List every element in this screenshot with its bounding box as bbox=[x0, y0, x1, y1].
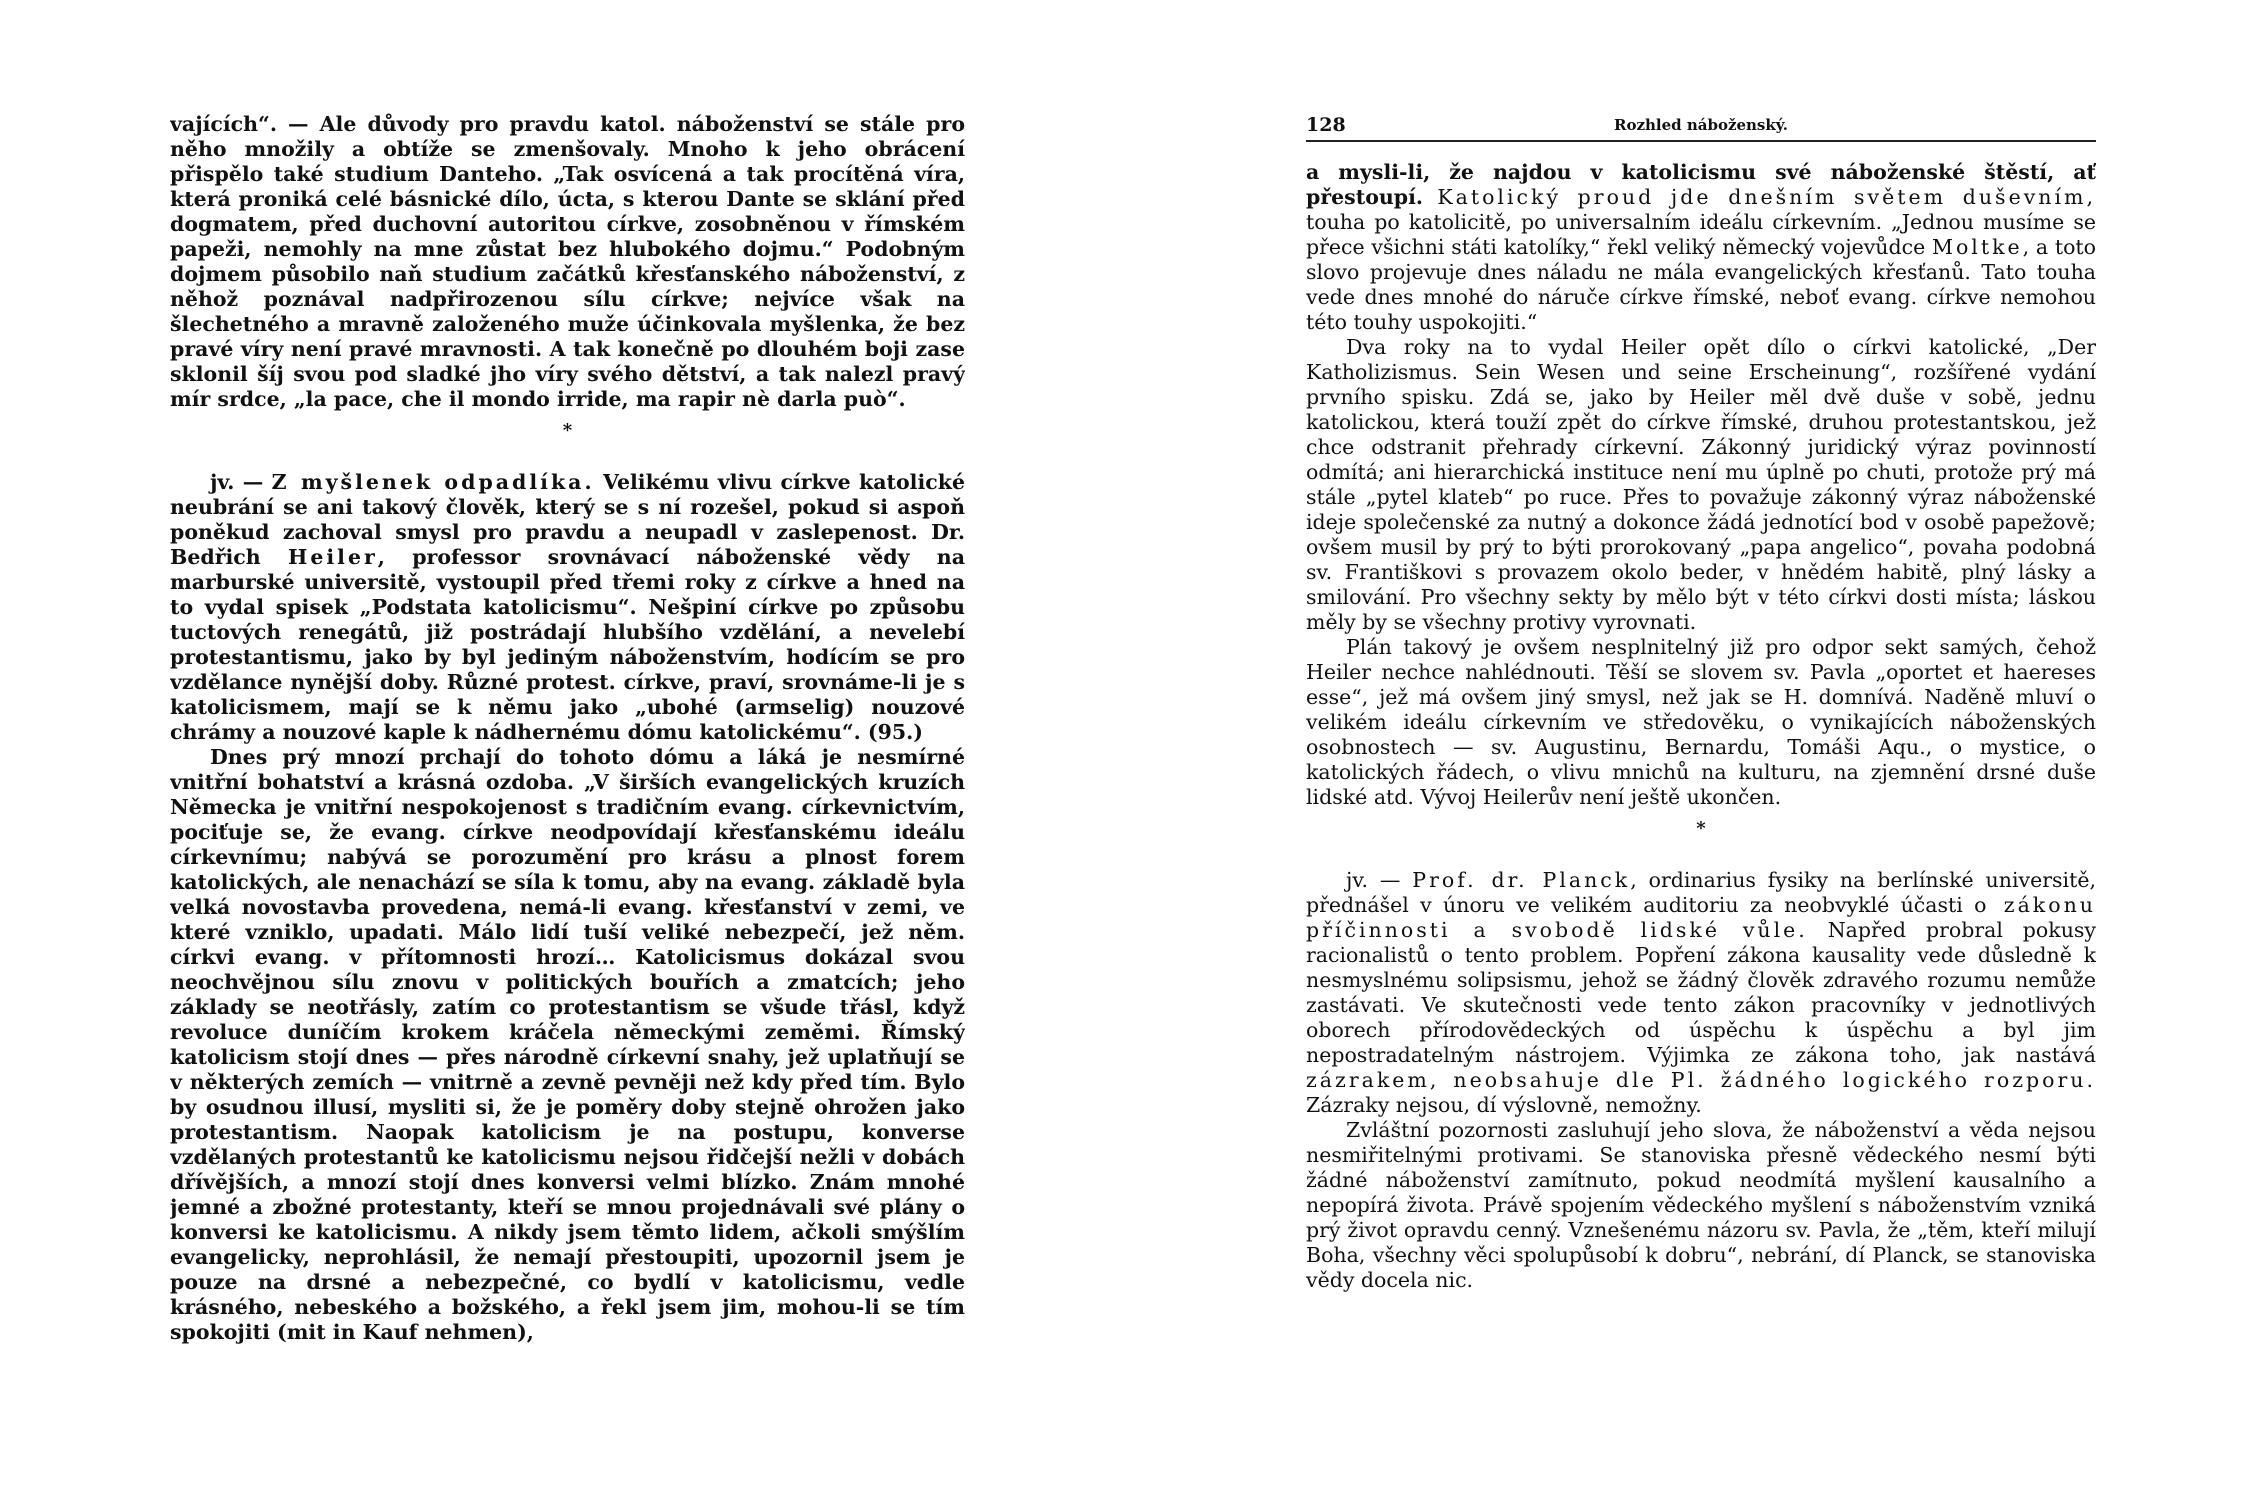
section-title: Prof. dr. Planck bbox=[1412, 868, 1631, 892]
section-title: Z myšlenek odpadlíka. bbox=[271, 470, 595, 494]
left-paragraph-1: vajících“. — Ale důvody pro pravdu katol. náboženství se stále pro něho množily a obtíže se zmenšovaly. Mnoho k jeho obrácení přispělo také studium Danteho. „Tak osvícená a tak procítěná víra, která proniká celé básnické dílo, úcta, s kterou Dante se sklání před dogmatem, před duchovní autoritou církve, zosobněnou v římském papeži, nemohly na mne zůstat bez hlubokého dojmu.“ Podobným dojmem působilo naň studium začátků křesťanského náboženství, z něhož poznával nadpřirozenou sílu církve; nejvíce však na šlechetného a mravně založeného muže účinkovala myšlenka, že bez pravé víry není pravé mravnosti. A tak konečně po dlouhém boji zase sklonil šíj svou pod sladké jho víry svého dětství, a tak nalezl pravý mír srdce, „la pace, che il mondo irride, ma rapir nè darla può“. bbox=[170, 112, 965, 411]
right-paragraph-3: Plán takový je ovšem nesplnitelný již pro odpor sekt samých, čehož Heiler nechce nahlédnouti. Těší se slovem sv. Pavla „oportet et haereses esse“, jež má ovšem jiný smysl, než jak se H. domnívá. Naděně mluví o velikém ideálu církevním ve středověku, o vynikajících náboženských osobnostech — sv. Augustinu, Bernardu, Tomáši Aqu., o mystice, o katolických řádech, o vlivu mnichů na kulturu, na zjemnění drsné duše lidské atd. Vývoj Heilerův není ještě ukončen. bbox=[1306, 635, 2096, 809]
right-paragraph-1: a mysli-li, že najdou v katolicismu své náboženské štěstí, ať přestoupí. Katolický proud jde dnešním světem duševním, touha po katolicitě, po universalním ideálu církevním. „Jednou musíme se přece všichni státi katolíky,“ řekl veliký německý vojevůdce Moltke, a toto slovo projevuje dnes náladu ne mála evangelických křesťanů. Tato touha vede dnes mnohé do náruče církve římské, neboť evang. církve nemohou této touhy uspokojiti.“ bbox=[1306, 160, 2096, 334]
section-lead: jv. — bbox=[210, 470, 272, 494]
left-page bbox=[170, 112, 965, 1362]
right-page bbox=[1306, 112, 2096, 1362]
spaced-emphasis: zázrakem, neobsahuje dle Pl. žádného logického rozporu. bbox=[1306, 1068, 2096, 1092]
left-paragraph-3: Dnes prý mnozí prchají do tohoto dómu a láká je nesmírné vnitřní bohatství a krásná ozdoba. „V širších evangelických kruzích Německa je vnitřní nespokojenost s tradičním evang. církevnictvím, pociťuje se, že evang. církve neodpovídají křesťanskému ideálu církevnímu; nabývá se porozumění pro krásu a plnost forem katolických, ale nenachází se síla k tomu, aby na evang. základě byla velká novostavba provedena, nemá-li evang. křesťanství v zemi, ve které vzniklo, upadati. Málo lidí tuší veliké nebezpečí, jež něm. církvi evang. v přítomnosti hrozí… Katolicismus dokázal svou neochvějnou sílu znovu v politických bouřích a zmatcích; jeho základy se neotřásly, zatím co protestantism se všude třásl, když revoluce duníčím krokem kráčela německými zeměmi. Římský katolicism stojí dnes — přes národně církevní snahy, jež uplatňují se v některých zemích — vnitrně a zevně pevněji než kdy před tím. Bylo by osudnou illusí, mysliti si, že je poměry doby stejně ohrožen jako protestantism. Naopak katolicism je na postupu, konverse vzdělaných protestantů ke katolicismu nejsou řidčejší nežli v dobách dřívějších, a mnozí stojí dnes konversi velmi blízko. Znám mnohé jemné a zbožné protestanty, kteří se mnou projednávali své plány o konversi ke katolicismu. A nikdy jsem těmto lidem, ačkoli smýšlím evangelicky, neprohlásil, že nemají přestoupiti, upozornil jsem je pouze na drsné a nebezpečné, co bydlí v katolicismu, vedle krásného, nebeského a božského, a řekl jsem jim, mohou-li se tím spokojiti (mit in Kauf nehmen), bbox=[170, 745, 965, 1344]
spaced-emphasis: o zákonu příčinnosti a svobodě lidské vůle. bbox=[1306, 893, 2096, 942]
person-name: Moltke bbox=[1931, 235, 2023, 259]
spaced-emphasis: Katolický proud jde dnešním světem duševním, bbox=[1437, 185, 2096, 209]
left-paragraph-2: jv. — Z myšlenek odpadlíka. Velikému vlivu církve katolické neubrání se ani takový člověk, který se s ní rozešel, pokud si aspoň poněkud zachoval smysl pro pravdu a neupadl v zaslepenost. Dr. Bedřich Heiler, professor srovnávací náboženské vědy na marburské universitě, vystoupil před třemi roky z církve a hned na to vydal spisek „Podstata katolicismu“. Nešpiní církve po způsobu tuctových renegátů, již postrádají hlubšího vzdělání, a nevelebí protestantismu, jako by byl jediným náboženstvím, hodícím se pro vzdělance nynější doby. Různé protest. církve, praví, srovnáme-li je s katolicismem, mají se k němu jako „ubohé (armselig) nouzové chrámy a nouzové kaple k nádhernému dómu katolickému“. (95.) bbox=[170, 470, 965, 744]
page-header bbox=[1306, 112, 2096, 142]
section-separator: * bbox=[1696, 818, 1706, 839]
right-paragraph-5: Zvláštní pozornosti zasluhují jeho slova, že náboženství a věda nejsou nesmiřitelnými protivami. Se stanoviska přesně vědeckého nesmí býti žádné náboženství zamítnuto, pokud neodmítá myšlení kausalního a nepopírá života. Právě spojením vědeckého myšlení s náboženstvím vzniká prý život opravdu cenný. Vznešenému názoru sv. Pavla, že „těm, kteří milují Boha, všechny věci spolupůsobí k dobru“, nebrání, dí Planck, se stanoviska vědy docela nic. bbox=[1306, 1118, 2096, 1292]
right-paragraph-2: Dva roky na to vydal Heiler opět dílo o církvi katolické, „Der Katholizismus. Sein Wesen und seine Erscheinung“, rozšířené vydání prvního spisku. Zdá se, jako by Heiler měl dvě duše v sobě, jednu katolickou, která touží zpět do církve římské, druhou protestantskou, jež chce odstranit přehrady církevní. Zákonný juridický výraz povinností odmítá; ani hierarchická instituce není mu úplně po chuti, protože prý má stále „pytel klateb“ po ruce. Přes to považuje zákonný výraz náboženské ideje společenské za nutný a dokonce žádá jednotící bod v osobě papežově; ovšem musil by prý to býti prorokovaný „papa angelico“, povaha podobná sv. Františkovi s provazem okolo beder, v hnědém habitě, plný lásky a smilování. Pro všechny sekty by mělo být v této církvi dosti místa; láskou měly by se všechny protivy vyrovnati. bbox=[1306, 335, 2096, 634]
section-lead: jv. — bbox=[1346, 868, 1413, 892]
page-number: 128 bbox=[1306, 114, 1346, 136]
section-separator: * bbox=[562, 420, 573, 441]
person-name: Heiler bbox=[287, 545, 378, 569]
right-paragraph-4: jv. — Prof. dr. Planck, ordinarius fysiky na berlínské universitě, přednášel v únoru ve velikém auditoriu za neobvyklé účasti o zákonu příčinnosti a svobodě lidské vůle. Napřed probral pokusy racionalistů o tento problem. Popření zákona kausality vede důsledně k nesmyslnému solipsismu, jehož se žádný člověk zdravého rozumu nemůže zastávati. Ve skutečnosti vede tento zákon pracovníky v jednotlivých oborech přírodovědeckých od úspěchu k úspěchu a byl jim nepostradatelným nástrojem. Výjimka ze zákona toho, jak nastává zázrakem, neobsahuje dle Pl. žádného logického rozporu. Zázraky nejsou, dí výslovně, nemožny. bbox=[1306, 868, 2096, 1117]
running-title: Rozhled náboženský. bbox=[1614, 116, 1788, 134]
